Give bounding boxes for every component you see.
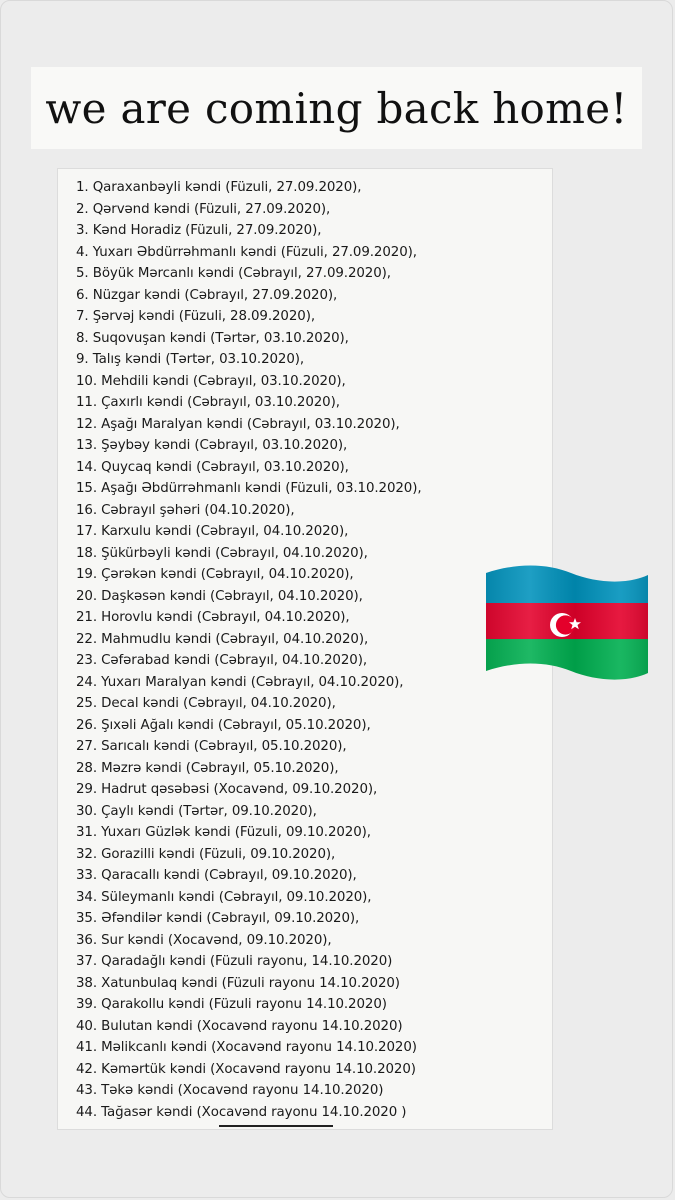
list-item: 34. Süleymanlı kəndi (Cəbrayıl, 09.10.2020),: [76, 889, 372, 905]
list-item: 28. Məzrə kəndi (Cəbrayıl, 05.10.2020),: [76, 760, 339, 776]
list-item: 30. Çaylı kəndi (Tərtər, 09.10.2020),: [76, 803, 317, 819]
village-list: [76, 177, 422, 1123]
list-item: 19. Çərəkən kəndi (Cəbrayıl, 04.10.2020),: [76, 567, 354, 582]
list-end-underline: [219, 1125, 333, 1127]
list-item: 21. Horovlu kəndi (Cəbrayıl, 04.10.2020),: [76, 610, 350, 625]
list-item: 36. Sur kəndi (Xocavənd, 09.10.2020),: [76, 932, 332, 948]
list-item: 6. Nüzgar kəndi (Cəbrayıl, 27.09.2020),: [76, 287, 338, 303]
list-item: 32. Gorazilli kəndi (Füzuli, 09.10.2020),: [76, 846, 336, 862]
list-item: 43. Təkə kəndi (Xocavənd rayonu 14.10.2020): [76, 1083, 384, 1098]
list-item: 17. Karxulu kəndi (Cəbrayıl, 04.10.2020),: [76, 524, 349, 539]
list-item: 14. Quycaq kəndi (Cəbrayıl, 03.10.2020),: [76, 459, 349, 475]
list-item: 9. Talış kəndi (Tərtər, 03.10.2020),: [76, 352, 305, 367]
list-item: 31. Yuxarı Güzlək kəndi (Füzuli, 09.10.2020),: [76, 825, 371, 840]
list-item: 18. Şükürbəyli kəndi (Cəbrayıl, 04.10.2020),: [76, 545, 368, 561]
list-item: 12. Aşağı Maralyan kəndi (Cəbrayıl, 03.10.2020),: [76, 416, 400, 432]
list-item: 40. Bulutan kəndi (Xocavənd rayonu 14.10.2020): [76, 1018, 403, 1034]
list-item: 4. Yuxarı Əbdürrəhmanlı kəndi (Füzuli, 27.09.2020),: [76, 244, 417, 260]
list-item: 13. Şəybəy kəndi (Cəbrayıl, 03.10.2020),: [76, 438, 348, 453]
list-item: 20. Daşkəsən kəndi (Cəbrayıl, 04.10.2020),: [76, 588, 363, 604]
list-item: 24. Yuxarı Maralyan kəndi (Cəbrayıl, 04.10.2020),: [76, 674, 404, 690]
list-item: 38. Xatunbulaq kəndi (Füzuli rayonu 14.10.2020): [76, 975, 400, 991]
list-item: 15. Aşağı Əbdürrəhmanlı kəndi (Füzuli, 03.10.2020),: [76, 481, 422, 496]
list-item: 37. Qaradağlı kəndi (Füzuli rayonu, 14.10.2020): [76, 954, 393, 969]
page-title: we are coming back home!: [45, 83, 628, 133]
list-item: 1. Qaraxanbəyli kəndi (Füzuli, 27.09.2020),: [76, 180, 362, 195]
list-item: 39. Qarakollu kəndi (Füzuli rayonu 14.10.2020): [76, 997, 387, 1012]
list-item: 41. Məlikcanlı kəndi (Xocavənd rayonu 14.10.2020): [76, 1040, 417, 1055]
list-item: 42. Kəmərtük kəndi (Xocavənd rayonu 14.10.2020): [76, 1061, 416, 1077]
list-item: 25. Decal kəndi (Cəbrayıl, 04.10.2020),: [76, 696, 336, 711]
list-item: 27. Sarıcalı kəndi (Cəbrayıl, 05.10.2020),: [76, 739, 347, 754]
list-item: 8. Suqovuşan kəndi (Tərtər, 03.10.2020),: [76, 330, 349, 346]
list-item: 29. Hadrut qəsəbəsi (Xocavənd, 09.10.2020),: [76, 782, 378, 797]
title-banner: [31, 67, 642, 149]
list-item: 3. Kənd Horadiz (Füzuli, 27.09.2020),: [76, 223, 322, 238]
list-item: 23. Cəfərabad kəndi (Cəbrayıl, 04.10.2020),: [76, 653, 367, 668]
list-item: 44. Tağasər kəndi (Xocavənd rayonu 14.10.2020 ): [76, 1104, 407, 1120]
azerbaijan-flag-icon: [476, 555, 656, 705]
list-item: 35. Əfəndilər kəndi (Cəbrayıl, 09.10.2020),: [76, 911, 360, 926]
list-item: 33. Qaracallı kəndi (Cəbrayıl, 09.10.2020),: [76, 868, 357, 883]
list-item: 16. Cəbrayıl şəhəri (04.10.2020),: [76, 502, 295, 518]
list-item: 11. Çaxırlı kəndi (Cəbrayıl, 03.10.2020),: [76, 395, 340, 410]
list-item: 5. Böyük Mərcanlı kəndi (Cəbrayıl, 27.09.2020),: [76, 266, 391, 281]
list-item: 26. Şıxəli Ağalı kəndi (Cəbrayıl, 05.10.2020),: [76, 717, 371, 733]
list-item: 7. Şərvəj kəndi (Füzuli, 28.09.2020),: [76, 309, 315, 324]
list-item: 10. Mehdili kəndi (Cəbrayıl, 03.10.2020),: [76, 373, 346, 389]
list-item: 22. Mahmudlu kəndi (Cəbrayıl, 04.10.2020),: [76, 631, 369, 647]
list-item: 2. Qərvənd kəndi (Füzuli, 27.09.2020),: [76, 201, 331, 217]
